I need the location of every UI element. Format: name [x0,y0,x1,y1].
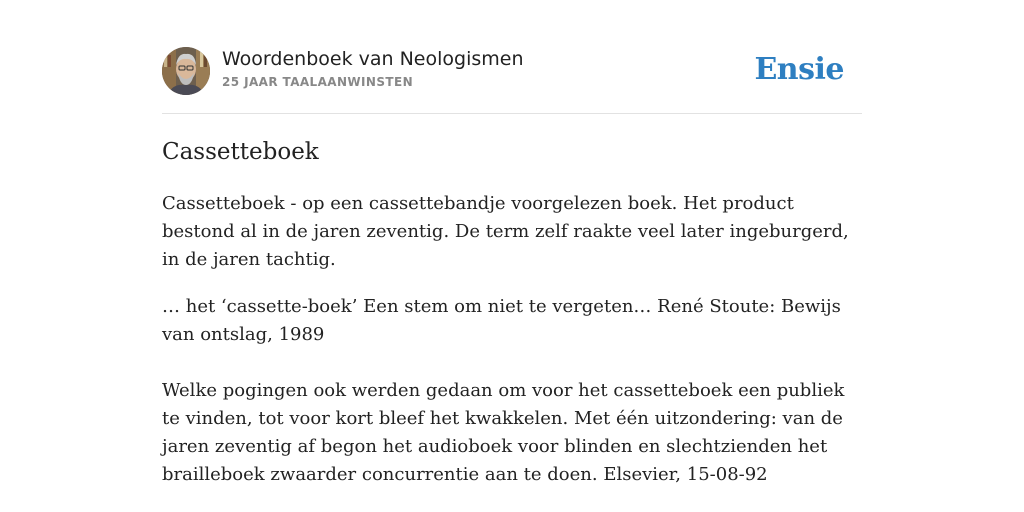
brand-logo[interactable]: Ensie [754,52,844,87]
article [162,136,862,489]
header-divider [162,113,862,114]
article-paragraph: Welke pogingen ook werden gedaan om voor het cassetteboek een publiek te vinden, tot voor kort bleef het kwakkelen. Met één uitzondering: van de jaren zeventig af begon het audioboek voor blinden en slechtzienden het brailleboek zwaarder concurrentie aan te doen. Elsevier, 15-08-92 [162,380,845,485]
article-title: Cassetteboek [162,139,319,165]
article-quote: … het ‘cassette-boek’ Een stem om niet te vergeten… René Stoute: Bewijs van ontslag, 1989 [162,296,841,345]
site-title[interactable]: Woordenboek van Neologismen [222,48,524,70]
article-paragraph: Cassetteboek - op een cassettebandje voorgelezen boek. Het product bestond al in de jaren zeventig. De term zelf raakte veel later ingeburgerd, in de jaren tachtig. [162,193,849,270]
author-portrait-icon[interactable] [162,47,210,95]
site-subtitle: 25 JAAR TAALAANWINSTEN [222,75,414,89]
site-header [162,47,862,95]
